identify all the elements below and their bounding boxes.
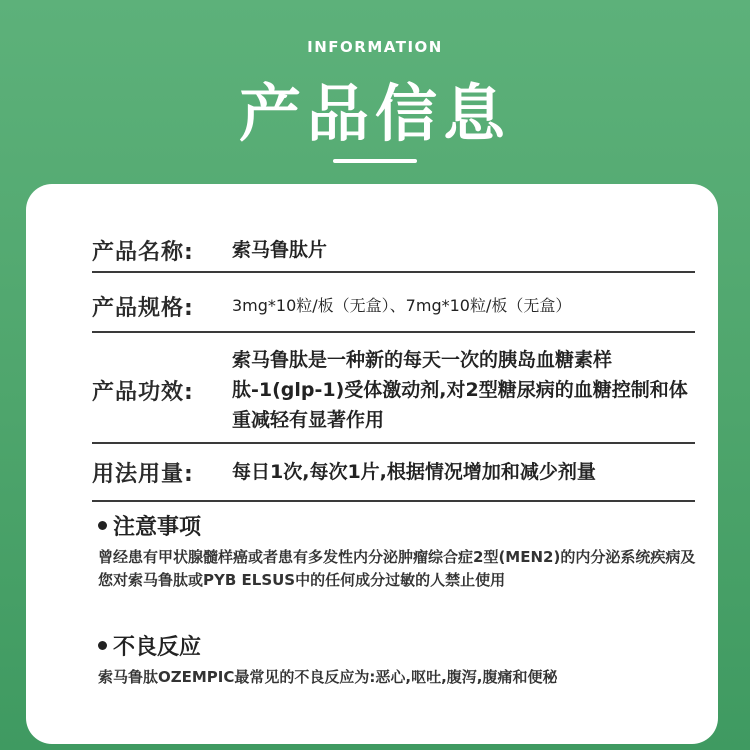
info-row-name [92, 230, 695, 270]
info-label: 产品规格: [92, 295, 194, 321]
adverse-reactions-title-text: 不良反应 [113, 635, 202, 660]
row-divider [92, 271, 695, 273]
info-value: 索马鲁肽是一种新的每天一次的胰岛血糖素样肽-1(glp-1)受体激动剂,对2型糖尿病的血糖控制和体重减轻有显著作用 [232, 349, 688, 431]
info-card [26, 184, 718, 744]
header-cn-title: 产品信息 [238, 77, 511, 150]
info-label: 用法用量: [92, 461, 194, 487]
header-underline [333, 159, 417, 163]
row-divider [92, 442, 695, 444]
precautions-body: 曾经患有甲状腺髓样癌或者患有多发性内分泌肿瘤综合症2型(MEN2)的内分泌系统疾病及您对索马鲁肽或PYB ELSUS中的任何成分过敏的人禁止使用 [98, 548, 696, 589]
header-en-title: INFORMATION [307, 38, 443, 56]
info-label: 产品功效: [92, 379, 194, 405]
info-row-effect [92, 342, 695, 438]
adverse-reactions-title [98, 630, 201, 661]
info-row-spec [92, 286, 695, 326]
info-row-usage [92, 452, 695, 492]
info-value: 3mg*10粒/板（无盒）、7mg*10粒/板（无盒） [232, 296, 572, 315]
bullet-icon [98, 641, 107, 650]
adverse-reactions-body: 索马鲁肽OZEMPIC最常见的不良反应为:恶心,呕吐,腹泻,腹痛和便秘 [98, 668, 558, 686]
row-divider [92, 500, 695, 502]
precautions-title-text: 注意事项 [113, 515, 202, 540]
row-divider [92, 331, 695, 333]
precautions-title [98, 510, 201, 541]
info-value: 每日1次,每次1片,根据情况增加和减少剂量 [232, 461, 596, 483]
bullet-icon [98, 521, 107, 530]
info-label: 产品名称: [92, 239, 194, 265]
info-value: 索马鲁肽片 [232, 239, 328, 261]
